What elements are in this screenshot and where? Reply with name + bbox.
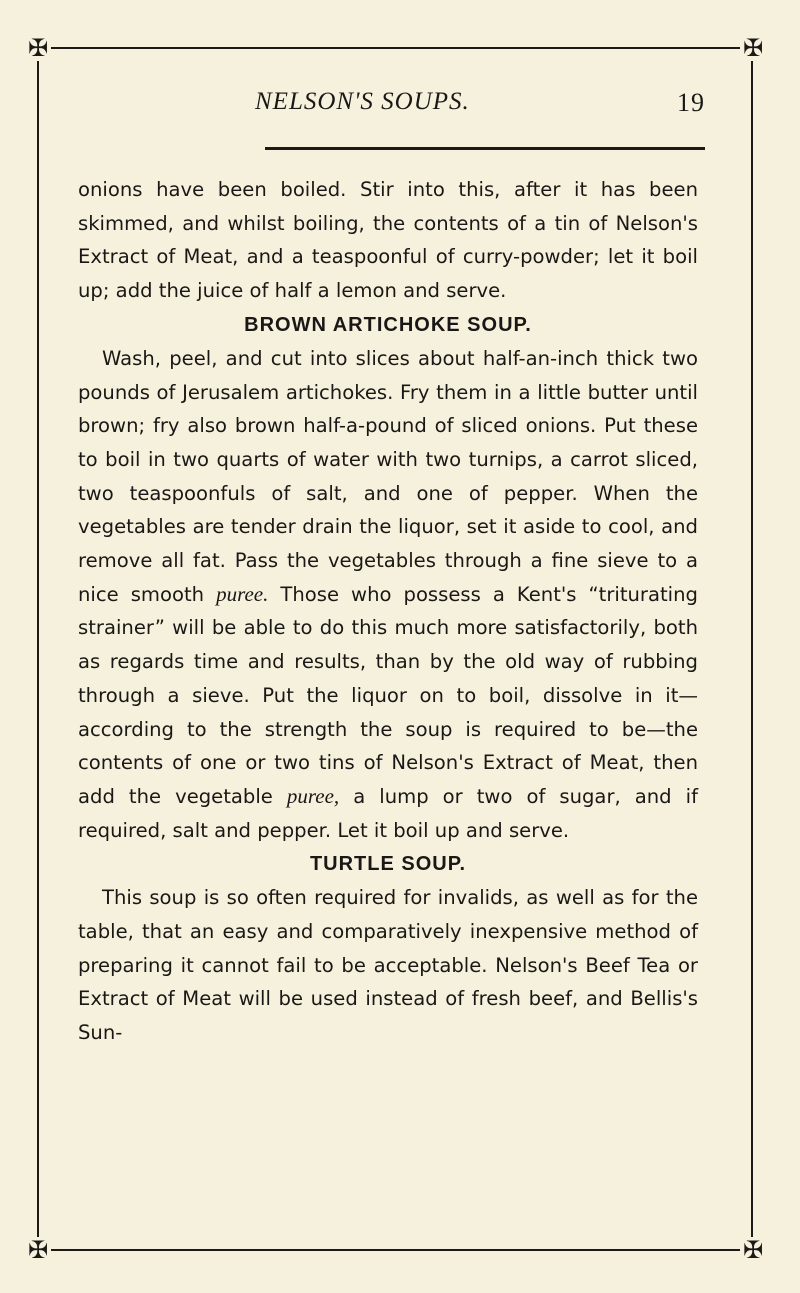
section-heading: BROWN ARTICHOKE SOUP.	[244, 313, 532, 336]
italic-term: puree.	[216, 581, 269, 606]
paragraph-text: a lump or two of sugar, and if required, salt and pepper. Let it boil up and serve.	[78, 784, 698, 842]
paragraph: This soup is so often required for invalids, as well as for the table, that an easy and comparatively inexpensive method of preparing it cannot fail to be acceptable. Nelson's Beef Tea or Extract of Meat will be used instead of fresh beef, and Bellis's Sun-	[78, 886, 698, 1045]
header-underline	[265, 147, 705, 150]
paragraph-text: Those who possess a Kent's “triturating strainer” will be able to do this much more satisfactorily, both as regards time and results, than by the old way of rubbing through a sieve. Put the liquor on to boil, dissolve in it—according to the strength the soup is required to be—the contents of one or two tins of Nelson's Extract of Meat, then add the vegetable	[78, 582, 698, 808]
border-left-rule	[37, 47, 39, 1251]
page-number: 19	[677, 88, 705, 117]
cross-ornament-icon: ✠	[740, 1237, 766, 1263]
paragraph: onions have been boiled. Stir into this, after it has been skimmed, and whilst boiling, the contents of a tin of Nelson's Extract of Meat, and a teaspoonful of curry-powder; let it boil up; add the juice of half a lemon and serve.	[78, 178, 698, 303]
page-text	[78, 173, 698, 1050]
border-right-rule	[751, 47, 753, 1251]
section-heading: TURTLE SOUP.	[309, 853, 467, 876]
border-bottom-rule	[32, 1249, 756, 1251]
paragraph-text: Wash, peel, and cut into slices about half-an-inch thick two pounds of Jerusalem artichokes. Fry them in a little butter until brown; fry also brown half-a-pound of sliced onions. Put these to boil in two quarts of water with two turnips, a carrot sliced, two teaspoonfuls of salt, and one of pepper. When the vegetables are tender drain the liquor, set it aside to cool, and remove all fat. Pass the vegetables through a fine sieve to a nice smooth	[78, 346, 698, 606]
italic-term: puree,	[286, 783, 340, 808]
paragraph	[78, 342, 698, 848]
border-top-rule	[32, 47, 756, 49]
cross-ornament-icon: ✠	[25, 1237, 51, 1263]
running-title: NELSON'S SOUPS.	[255, 88, 470, 115]
cross-ornament-icon: ✠	[25, 35, 51, 61]
cross-ornament-icon: ✠	[740, 35, 766, 61]
